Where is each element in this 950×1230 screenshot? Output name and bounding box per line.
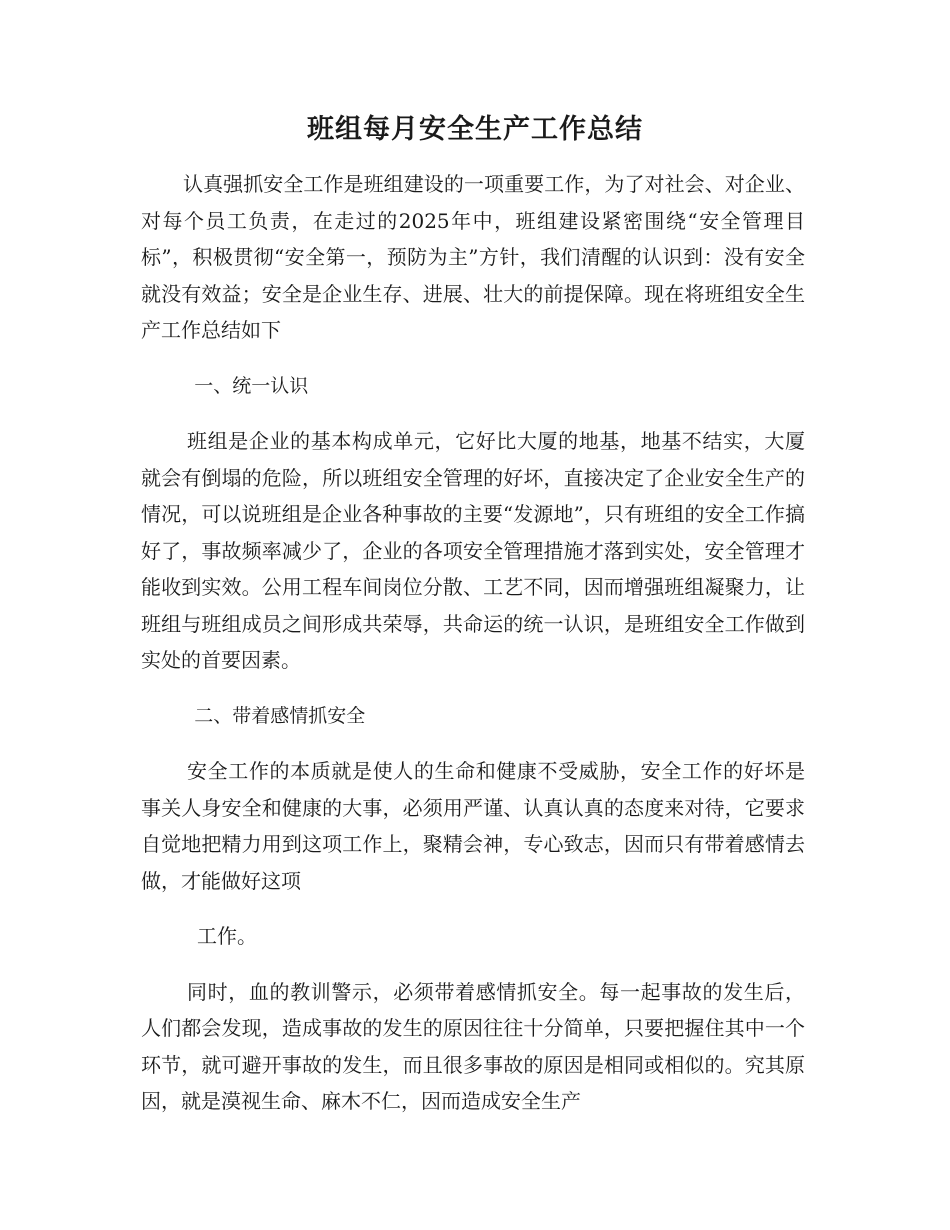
section-heading-1: 一、统一认识	[194, 374, 309, 397]
section-2-paragraph: 安全工作的本质就是使人的生命和健康不受威胁，安全工作的好坏是事关人身安全和健康的大事，必须用严谨、认真认真的态度来对待，它要求自觉地把精力用到这项工作上，聚精会神，专心致志，因而只有带着感情去做，才能做好这项	[141, 759, 805, 893]
document-body	[141, 166, 805, 1139]
section-2-paragraph-2: 同时，血的教训警示，必须带着感情抓安全。每一起事故的发生后，人们都会发现，造成事故的发生的原因往往十分简单，只要把握住其中一个环节，就可避开事故的发生，而且很多事故的原因是相同或相似的。究其原因，就是漠视生命、麻木不仁，因而造成安全生产	[141, 979, 805, 1113]
section-2-continuation: 工作。	[197, 924, 257, 948]
intro-paragraph: 认真强抓安全工作是班组建设的一项重要工作，为了对社会、对企业、对每个员工负责，在走过的2025年中，班组建设紧密围绕“安全管理目标”，积极贯彻“安全第一，预防为主”方针，我们清醒的认识到：没有安全就没有效益；安全是企业生存、进展、壮大的前提保障。现在将班组安全生产工作总结如下	[141, 172, 805, 342]
section-heading-2: 二、带着感情抓安全	[194, 704, 366, 727]
section-1-paragraph: 班组是企业的基本构成单元，它好比大厦的地基，地基不结实，大厦就会有倒塌的危险，所以班组安全管理的好坏，直接决定了企业安全生产的情况，可以说班组是企业各种事故的主要“发源地”，只有班组的安全工作搞好了，事故频率减少了，企业的各项安全管理措施才落到实处，安全管理才能收到实效。公用工程车间岗位分散、工艺不同，因而增强班组凝聚力，让班组与班组成员之间形成共荣辱，共命运的统一认识，是班组安全工作做到实处的首要因素。	[141, 429, 805, 672]
document-title: 班组每月安全生产工作总结	[307, 114, 643, 145]
